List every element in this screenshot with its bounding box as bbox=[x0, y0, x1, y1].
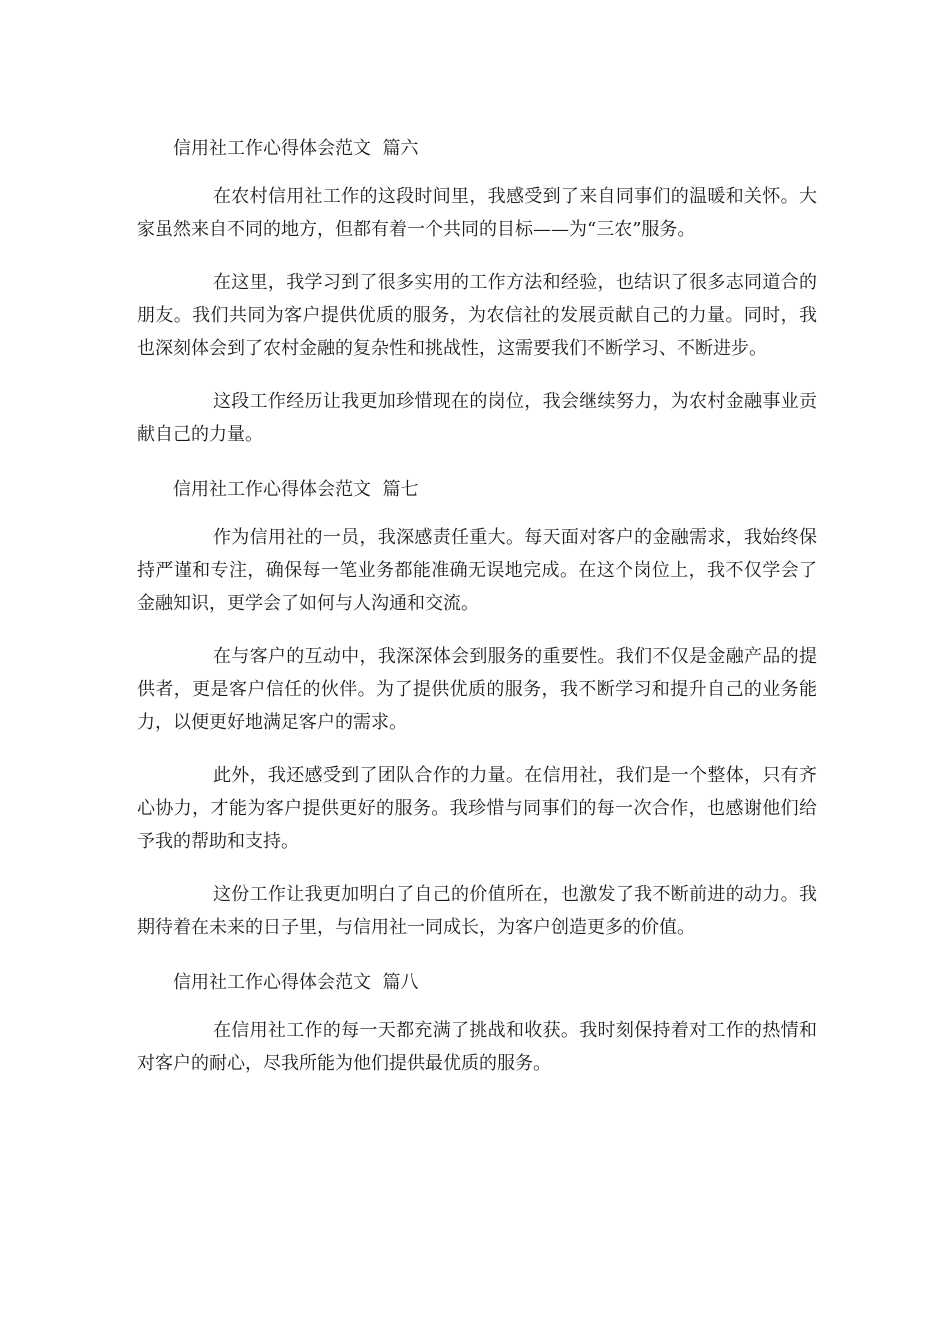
section-8 bbox=[137, 966, 817, 1080]
paragraph: 这段工作经历让我更加珍惜现在的岗位，我会继续努力，为农村金融事业贡献自己的力量。 bbox=[137, 391, 817, 445]
paragraph: 在信用社工作的每一天都充满了挑战和收获。我时刻保持着对工作的热情和对客户的耐心，尽我所能为他们提供最优质的服务。 bbox=[137, 1020, 817, 1074]
paragraph: 在农村信用社工作的这段时间里，我感受到了来自同事们的温暖和关怀。大家虽然来自不同的地方，但都有着一个共同的目标——为“三农”服务。 bbox=[137, 186, 817, 240]
paragraph: 在这里，我学习到了很多实用的工作方法和经验，也结识了很多志同道合的朋友。我们共同为客户提供优质的服务，为农信社的发展贡献自己的力量。同时，我也深刻体会到了农村金融的复杂性和挑战性，这需要我们不断学习、不断进步。 bbox=[137, 272, 817, 359]
section-7 bbox=[137, 473, 817, 944]
paragraph: 此外，我还感受到了团队合作的力量。在信用社，我们是一个整体，只有齐心协力，才能为客户提供更好的服务。我珍惜与同事们的每一次合作，也感谢他们给予我的帮助和支持。 bbox=[137, 765, 817, 852]
paragraph: 在与客户的互动中，我深深体会到服务的重要性。我们不仅是金融产品的提供者，更是客户信任的伙伴。为了提供优质的服务，我不断学习和提升自己的业务能力，以便更好地满足客户的需求。 bbox=[137, 646, 817, 733]
document-page bbox=[137, 132, 817, 1100]
section-heading: 信用社工作心得体会范文 篇七 bbox=[173, 479, 419, 500]
section-heading: 信用社工作心得体会范文 篇八 bbox=[173, 972, 419, 993]
section-heading: 信用社工作心得体会范文 篇六 bbox=[173, 138, 419, 159]
section-6 bbox=[137, 132, 817, 451]
paragraph: 这份工作让我更加明白了自己的价值所在，也激发了我不断前进的动力。我期待着在未来的日子里，与信用社一同成长，为客户创造更多的价值。 bbox=[137, 884, 817, 938]
paragraph: 作为信用社的一员，我深感责任重大。每天面对客户的金融需求，我始终保持严谨和专注，确保每一笔业务都能准确无误地完成。在这个岗位上，我不仅学会了金融知识，更学会了如何与人沟通和交流。 bbox=[137, 527, 817, 614]
